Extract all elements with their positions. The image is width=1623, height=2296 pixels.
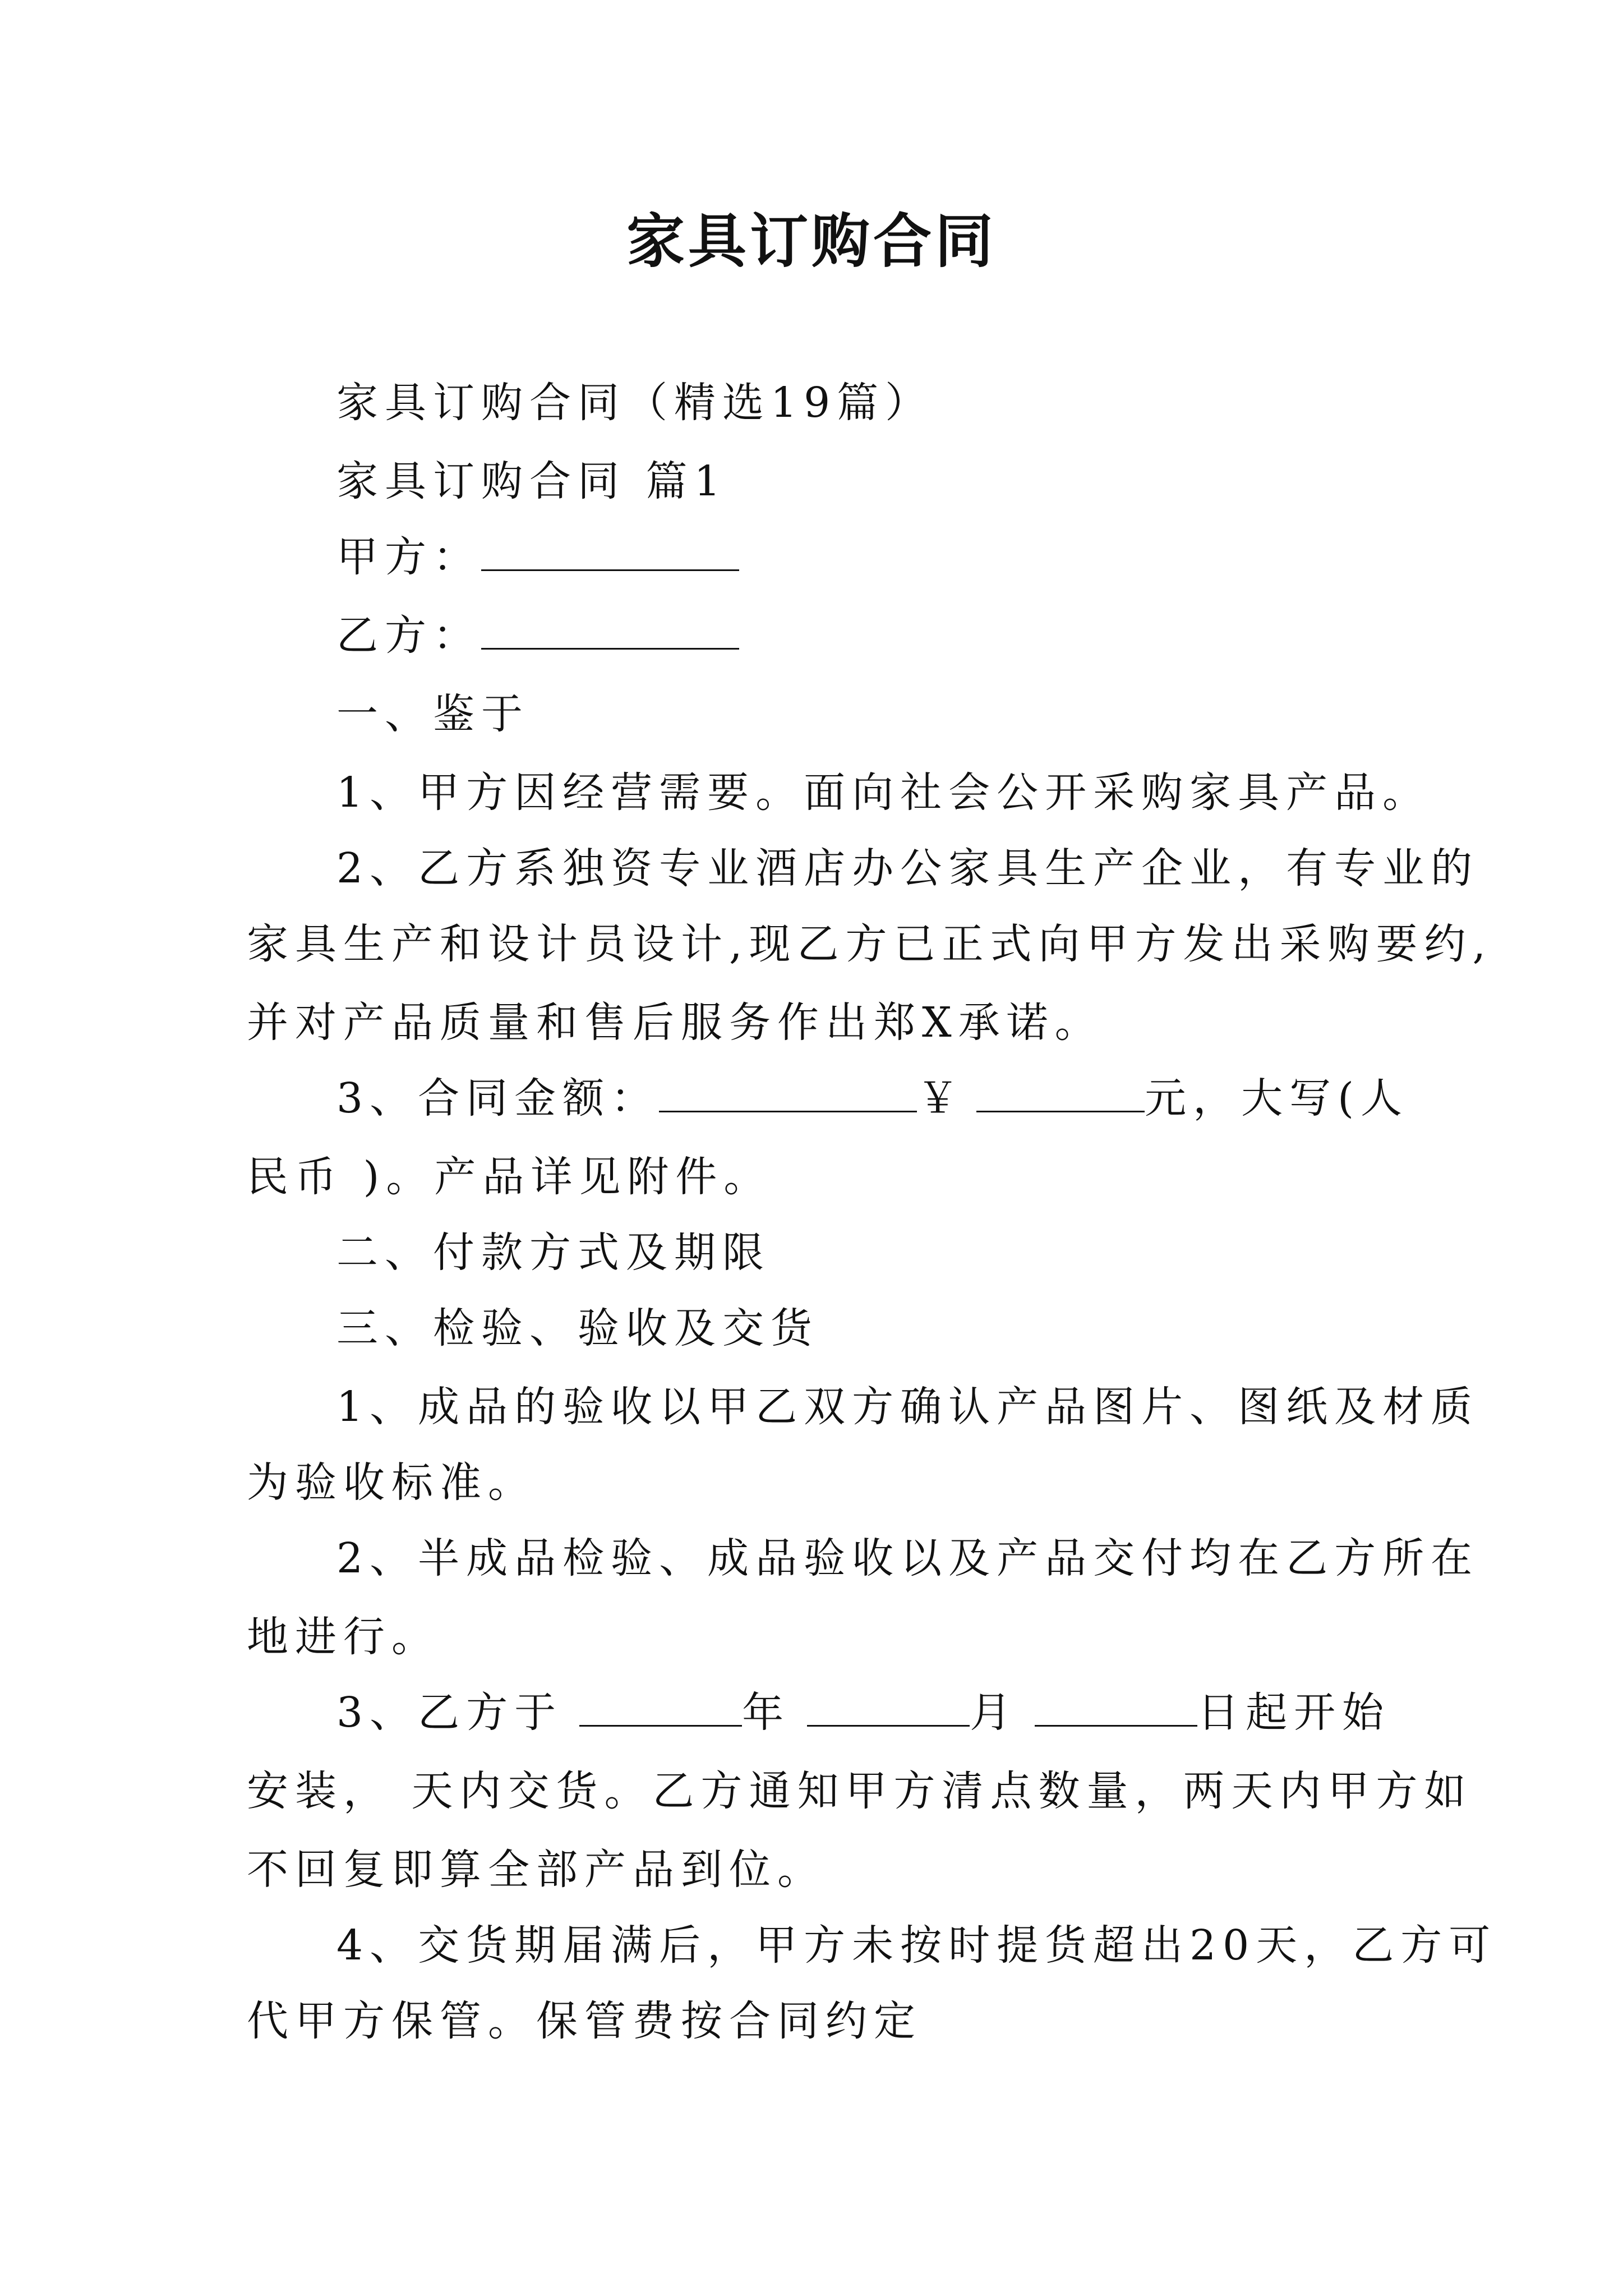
paragraph-2-line-3: 并对产品质量和售后服务作出郑X承诺。 — [247, 999, 1103, 1047]
document-title: 家具订购合同 — [626, 206, 997, 275]
paragraph-2-line-1: 2、乙方系独资专业酒店办公家具生产企业，有专业的 — [336, 844, 1479, 892]
clause-2-line-2: 地进行。 — [247, 1613, 440, 1661]
clause-3-line-2: 安装， 天内交货。乙方通知甲方清点数量，两天内甲方如 — [247, 1767, 1473, 1815]
section-1-heading: 一、鉴于 — [336, 690, 529, 738]
section-2-heading: 二、付款方式及期限 — [336, 1228, 771, 1277]
paragraph-1: 1、甲方因经营需要。面向社会公开采购家具产品。 — [336, 769, 1431, 817]
article-heading: 家具订购合同 篇1 — [336, 457, 727, 505]
party-a-blank — [481, 530, 739, 571]
clause-1-line-1: 1、成品的验收以甲乙双方确认产品图片、图纸及材质 — [336, 1383, 1479, 1431]
party-b-line — [336, 609, 1385, 662]
clause-3-prefix: 3、乙方于 — [336, 1688, 563, 1737]
party-a-label: 甲方： — [336, 533, 481, 581]
contract-amount-label: 3、合同金额： — [336, 1074, 660, 1122]
party-b-blank — [481, 609, 739, 650]
month-label: 月 — [970, 1688, 1018, 1737]
party-b-label: 乙方： — [336, 611, 481, 660]
amount-blank-2 — [976, 1071, 1145, 1112]
year-blank — [579, 1686, 742, 1727]
paragraph-2-line-2: 家具生产和设计员设计,现乙方已正式向甲方发出采购要约, — [247, 920, 1493, 968]
month-blank — [807, 1686, 970, 1727]
clause-1-line-2: 为验收标准。 — [247, 1458, 536, 1507]
amount-words-label: 元，大写(人 — [1145, 1074, 1409, 1122]
clause-3-line-3: 不回复即算全部产品到位。 — [247, 1846, 826, 1894]
day-blank — [1035, 1686, 1197, 1727]
paragraph-3-line-2: 民币 )。产品详见附件。 — [247, 1153, 772, 1201]
party-a-line — [336, 530, 1385, 584]
year-label: 年 — [742, 1688, 791, 1737]
section-3-heading: 三、检验、验收及交货 — [336, 1304, 819, 1352]
yuan-symbol: ￥ — [917, 1074, 966, 1122]
clause-4-line-1: 4、交货期届满后，甲方未按时提货超出20天，乙方可 — [336, 1921, 1497, 1970]
amount-blank-1 — [659, 1071, 917, 1112]
clause-2-line-1: 2、半成品检验、成品验收以及产品交付均在乙方所在 — [336, 1534, 1479, 1582]
subtitle: 家具订购合同（精选19篇） — [336, 379, 934, 427]
paragraph-3-line-1 — [336, 1071, 1409, 1125]
clause-4-line-2: 代甲方保管。保管费按合同约定 — [247, 1997, 922, 2045]
clause-3-line-1 — [336, 1686, 1391, 1740]
day-label: 日起开始 — [1197, 1688, 1391, 1737]
